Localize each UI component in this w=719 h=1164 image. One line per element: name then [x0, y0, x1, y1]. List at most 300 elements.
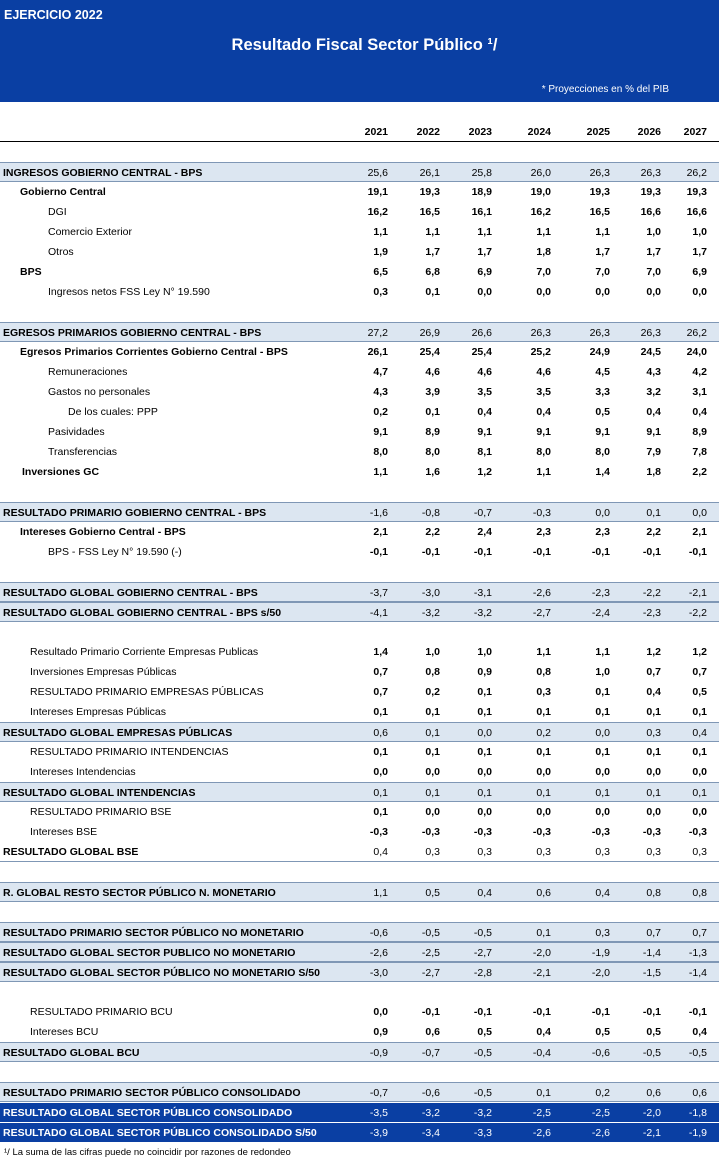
value-cell: 1,1: [373, 466, 388, 478]
value-cell: 1,8: [536, 246, 551, 258]
value-cell: -2,0: [642, 1107, 661, 1119]
value-cell: 8,9: [425, 426, 440, 438]
value-cell: 4,2: [692, 366, 707, 378]
value-cell: 0,3: [646, 727, 661, 739]
year-header: 2024: [527, 126, 551, 138]
value-cell: 4,6: [536, 366, 551, 378]
table-row: [0, 602, 719, 622]
value-cell: 4,3: [646, 366, 661, 378]
value-cell: -3,9: [369, 1127, 388, 1139]
value-cell: -3,0: [421, 587, 440, 599]
report-header: [0, 0, 719, 102]
value-cell: 4,5: [595, 366, 610, 378]
row-label: RESULTADO PRIMARIO GOBIERNO CENTRAL - BPS: [3, 507, 267, 519]
table-row: [0, 882, 719, 902]
value-cell: -0,5: [473, 1047, 492, 1059]
value-cell: 0,6: [646, 1087, 661, 1099]
value-cell: 0,5: [425, 887, 440, 899]
value-cell: 0,8: [536, 666, 551, 678]
value-cell: -3,7: [369, 587, 388, 599]
footnote: ¹/ La suma de las cifras puede no coincidir por razones de redondeo: [4, 1147, 291, 1158]
row-label: RESULTADO GLOBAL GOBIERNO CENTRAL - BPS: [3, 587, 258, 599]
row-label: Gastos no personales: [48, 386, 151, 398]
row-label: BPS - FSS Ley N° 19.590 (-): [48, 546, 182, 558]
row-label: RESULTADO GLOBAL BSE: [3, 846, 139, 858]
value-cell: 2,2: [646, 526, 661, 538]
value-cell: 0,6: [536, 887, 551, 899]
value-cell: 1,7: [477, 246, 492, 258]
row-label: Comercio Exterior: [48, 226, 133, 238]
value-cell: -0,1: [688, 546, 707, 558]
value-cell: 19,3: [640, 186, 661, 198]
value-cell: 16,5: [419, 206, 440, 218]
value-cell: 2,3: [536, 526, 551, 538]
value-cell: 1,8: [646, 466, 661, 478]
value-cell: 1,1: [595, 226, 610, 238]
value-cell: 0,1: [536, 706, 551, 718]
value-cell: 26,3: [589, 327, 610, 339]
value-cell: -0,6: [591, 1047, 610, 1059]
table-row: [0, 442, 719, 462]
value-cell: 4,3: [373, 386, 388, 398]
value-cell: 0,0: [536, 286, 551, 298]
fiscal-year-label: EJERCICIO 2022: [4, 8, 103, 22]
value-cell: 0,5: [595, 406, 610, 418]
year-header: 2023: [468, 126, 492, 138]
value-cell: -0,7: [421, 1047, 440, 1059]
value-cell: 0,0: [646, 806, 661, 818]
row-label: DGI: [48, 206, 67, 218]
value-cell: 0,0: [595, 507, 610, 519]
value-cell: -0,3: [369, 826, 388, 838]
value-cell: -0,1: [642, 1006, 661, 1018]
table-row: [0, 402, 719, 422]
value-cell: 1,1: [536, 466, 551, 478]
value-cell: 0,7: [692, 666, 707, 678]
value-cell: 24,9: [589, 346, 610, 358]
value-cell: 26,2: [686, 327, 707, 339]
row-label: Otros: [48, 246, 74, 258]
value-cell: -2,6: [532, 1127, 551, 1139]
value-cell: 1,9: [373, 246, 388, 258]
value-cell: 26,3: [640, 327, 661, 339]
value-cell: 0,4: [692, 1026, 707, 1038]
value-cell: 25,6: [367, 167, 388, 179]
value-cell: 19,3: [589, 186, 610, 198]
value-cell: 0,1: [692, 746, 707, 758]
value-cell: 0,0: [477, 286, 492, 298]
value-cell: 3,5: [536, 386, 551, 398]
value-cell: 0,1: [373, 746, 388, 758]
value-cell: 24,5: [640, 346, 661, 358]
table-row: [0, 242, 719, 262]
value-cell: -2,2: [688, 607, 707, 619]
value-cell: 1,1: [373, 226, 388, 238]
value-cell: 0,1: [692, 706, 707, 718]
value-cell: -2,1: [532, 967, 551, 979]
value-cell: -0,8: [421, 507, 440, 519]
value-cell: 1,1: [373, 887, 388, 899]
value-cell: 19,3: [686, 186, 707, 198]
row-label: Intereses Empresas Públicas: [30, 706, 166, 718]
table-row: [0, 202, 719, 222]
value-cell: 0,1: [373, 787, 388, 799]
value-cell: 19,0: [530, 186, 551, 198]
table-row: [0, 582, 719, 602]
value-cell: 0,0: [425, 766, 440, 778]
value-cell: 8,0: [373, 446, 388, 458]
value-cell: 3,5: [477, 386, 492, 398]
table-row: [0, 1122, 719, 1142]
value-cell: 0,5: [646, 1026, 661, 1038]
value-cell: 9,1: [536, 426, 551, 438]
value-cell: 1,0: [595, 666, 610, 678]
value-cell: -2,6: [369, 947, 388, 959]
value-cell: -2,5: [421, 947, 440, 959]
value-cell: 2,2: [692, 466, 707, 478]
table-row: [0, 162, 719, 182]
value-cell: 0,0: [646, 766, 661, 778]
value-cell: -2,5: [532, 1107, 551, 1119]
value-cell: 7,8: [692, 446, 707, 458]
value-cell: 1,7: [646, 246, 661, 258]
value-cell: 0,3: [536, 846, 551, 858]
value-cell: 16,5: [589, 206, 610, 218]
value-cell: 24,0: [686, 346, 707, 358]
table-row: [0, 802, 719, 822]
value-cell: 27,2: [367, 327, 388, 339]
row-label: INGRESOS GOBIERNO CENTRAL - BPS: [3, 167, 203, 179]
value-cell: 26,1: [367, 346, 388, 358]
value-cell: 26,3: [589, 167, 610, 179]
value-cell: 0,2: [595, 1087, 610, 1099]
value-cell: -3,5: [369, 1107, 388, 1119]
value-cell: 0,1: [646, 746, 661, 758]
row-label: RESULTADO GLOBAL SECTOR PÚBLICO NO MONETARIO S/50: [3, 967, 320, 979]
value-cell: 0,0: [595, 286, 610, 298]
value-cell: 25,2: [530, 346, 551, 358]
value-cell: -2,0: [532, 947, 551, 959]
value-cell: 2,1: [692, 526, 707, 538]
value-cell: 9,1: [595, 426, 610, 438]
value-cell: 0,9: [477, 666, 492, 678]
value-cell: 26,6: [471, 327, 492, 339]
value-cell: 0,4: [477, 406, 492, 418]
value-cell: 0,1: [595, 706, 610, 718]
row-label: Resultado Primario Corriente Empresas Publicas: [30, 646, 259, 658]
value-cell: 0,0: [595, 766, 610, 778]
table-row: [0, 702, 719, 722]
value-cell: -3,2: [421, 1107, 440, 1119]
value-cell: -2,5: [591, 1107, 610, 1119]
table-row: [0, 282, 719, 302]
year-header: 2026: [637, 126, 661, 138]
value-cell: 1,0: [425, 646, 440, 658]
value-cell: 0,0: [595, 806, 610, 818]
table-row: [0, 1082, 719, 1102]
value-cell: 0,0: [692, 286, 707, 298]
table-row: [0, 182, 719, 202]
value-cell: 0,5: [477, 1026, 492, 1038]
value-cell: -0,5: [421, 927, 440, 939]
value-cell: -0,6: [369, 927, 388, 939]
value-cell: 0,1: [425, 727, 440, 739]
value-cell: 1,4: [595, 466, 610, 478]
value-cell: 0,1: [536, 746, 551, 758]
value-cell: 0,0: [373, 766, 388, 778]
value-cell: -2,7: [532, 607, 551, 619]
value-cell: 7,0: [536, 266, 551, 278]
table-row: [0, 1002, 719, 1022]
value-cell: -0,1: [591, 546, 610, 558]
value-cell: 0,1: [425, 406, 440, 418]
value-cell: -1,4: [688, 967, 707, 979]
value-cell: -3,4: [421, 1127, 440, 1139]
value-cell: 0,4: [646, 686, 661, 698]
value-cell: 26,2: [686, 167, 707, 179]
row-label: RESULTADO GLOBAL GOBIERNO CENTRAL - BPS s/50: [3, 607, 282, 619]
value-cell: 0,8: [646, 887, 661, 899]
value-cell: -2,3: [591, 587, 610, 599]
value-cell: -0,9: [369, 1047, 388, 1059]
value-cell: 2,1: [373, 526, 388, 538]
value-cell: 0,1: [477, 686, 492, 698]
value-cell: -2,4: [591, 607, 610, 619]
value-cell: 0,1: [425, 286, 440, 298]
row-label: Transferencias: [48, 446, 118, 458]
table-row: [0, 722, 719, 742]
value-cell: 0,1: [373, 706, 388, 718]
value-cell: 0,0: [692, 806, 707, 818]
value-cell: 0,1: [646, 706, 661, 718]
value-cell: -0,1: [688, 1006, 707, 1018]
value-cell: 25,4: [419, 346, 440, 358]
year-header: 2021: [364, 126, 388, 138]
value-cell: -0,7: [369, 1087, 388, 1099]
value-cell: -2,7: [473, 947, 492, 959]
value-cell: -0,4: [532, 1047, 551, 1059]
value-cell: 0,9: [373, 1026, 388, 1038]
table-row: [0, 422, 719, 442]
row-label: RESULTADO PRIMARIO BSE: [30, 806, 172, 818]
value-cell: 0,5: [692, 686, 707, 698]
row-label: RESULTADO GLOBAL EMPRESAS PÚBLICAS: [3, 727, 233, 739]
table-row: [0, 962, 719, 982]
value-cell: 6,9: [477, 266, 492, 278]
table-row: [0, 762, 719, 782]
value-cell: 1,2: [646, 646, 661, 658]
value-cell: 0,6: [692, 1087, 707, 1099]
value-cell: -1,9: [688, 1127, 707, 1139]
value-cell: 0,6: [373, 727, 388, 739]
value-cell: 0,1: [536, 1087, 551, 1099]
value-cell: -0,5: [688, 1047, 707, 1059]
value-cell: 7,9: [646, 446, 661, 458]
value-cell: -3,1: [473, 587, 492, 599]
value-cell: 0,3: [595, 846, 610, 858]
value-cell: -0,3: [591, 826, 610, 838]
value-cell: -0,1: [642, 546, 661, 558]
value-cell: 0,1: [477, 787, 492, 799]
value-cell: 19,3: [419, 186, 440, 198]
value-cell: -0,5: [642, 1047, 661, 1059]
table-row: [0, 222, 719, 242]
value-cell: 1,2: [692, 646, 707, 658]
year-header: 2025: [586, 126, 610, 138]
value-cell: -0,5: [473, 1087, 492, 1099]
row-label: Ingresos netos FSS Ley N° 19.590: [48, 286, 210, 298]
value-cell: -3,2: [473, 1107, 492, 1119]
value-cell: 6,9: [692, 266, 707, 278]
value-cell: -0,3: [642, 826, 661, 838]
value-cell: 26,3: [640, 167, 661, 179]
table-row: [0, 1102, 719, 1122]
value-cell: 8,0: [595, 446, 610, 458]
value-cell: 1,7: [595, 246, 610, 258]
value-cell: -0,3: [473, 826, 492, 838]
value-cell: 0,3: [373, 286, 388, 298]
value-cell: -0,1: [421, 1006, 440, 1018]
value-cell: 0,2: [373, 406, 388, 418]
table-row: [0, 522, 719, 542]
value-cell: 16,6: [686, 206, 707, 218]
row-label: RESULTADO PRIMARIO SECTOR PÚBLICO CONSOLIDADO: [3, 1087, 301, 1099]
value-cell: 0,4: [692, 406, 707, 418]
table-row: [0, 342, 719, 362]
value-cell: 0,3: [595, 927, 610, 939]
value-cell: -1,3: [688, 947, 707, 959]
value-cell: 0,4: [595, 887, 610, 899]
value-cell: 26,1: [419, 167, 440, 179]
value-cell: 0,2: [425, 686, 440, 698]
value-cell: 0,4: [477, 887, 492, 899]
value-cell: 0,1: [595, 787, 610, 799]
value-cell: -0,7: [473, 507, 492, 519]
value-cell: 0,0: [425, 806, 440, 818]
table-row: [0, 782, 719, 802]
value-cell: 9,1: [477, 426, 492, 438]
value-cell: 0,1: [477, 706, 492, 718]
value-cell: 1,0: [692, 226, 707, 238]
value-cell: 0,4: [646, 406, 661, 418]
value-cell: 1,6: [425, 466, 440, 478]
value-cell: -2,0: [591, 967, 610, 979]
value-cell: 4,7: [373, 366, 388, 378]
value-cell: 0,0: [477, 806, 492, 818]
value-cell: 4,6: [425, 366, 440, 378]
value-cell: -0,1: [369, 546, 388, 558]
value-cell: -2,1: [642, 1127, 661, 1139]
value-cell: 4,6: [477, 366, 492, 378]
value-cell: 0,1: [425, 787, 440, 799]
value-cell: 0,4: [373, 846, 388, 858]
value-cell: 0,0: [536, 766, 551, 778]
row-label: Gobierno Central: [20, 186, 106, 198]
value-cell: 0,6: [425, 1026, 440, 1038]
value-cell: -0,3: [532, 826, 551, 838]
value-cell: 0,7: [646, 666, 661, 678]
page-title: Resultado Fiscal Sector Público ¹/: [231, 36, 498, 54]
table-row: [0, 922, 719, 942]
value-cell: 8,0: [425, 446, 440, 458]
value-cell: 26,0: [530, 167, 551, 179]
table-row: [0, 842, 719, 862]
value-cell: 0,1: [425, 706, 440, 718]
value-cell: 7,0: [646, 266, 661, 278]
value-cell: 1,7: [692, 246, 707, 258]
value-cell: 1,2: [477, 466, 492, 478]
table-row: [0, 1022, 719, 1042]
value-cell: 8,9: [692, 426, 707, 438]
table-row: [0, 942, 719, 962]
value-cell: 0,3: [477, 846, 492, 858]
value-cell: 26,9: [419, 327, 440, 339]
value-cell: -0,6: [421, 1087, 440, 1099]
value-cell: 1,0: [646, 226, 661, 238]
value-cell: 0,1: [595, 686, 610, 698]
value-cell: 0,4: [692, 727, 707, 739]
row-label: RESULTADO GLOBAL SECTOR PÚBLICO CONSOLIDADO: [3, 1107, 293, 1119]
row-label: RESULTADO PRIMARIO EMPRESAS PÚBLICAS: [30, 686, 264, 698]
table-row: [0, 262, 719, 282]
row-label: Inversiones GC: [22, 466, 100, 478]
table-row: [0, 542, 719, 562]
table-row: [0, 682, 719, 702]
row-label: EGRESOS PRIMARIOS GOBIERNO CENTRAL - BPS: [3, 327, 262, 339]
value-cell: 2,4: [477, 526, 492, 538]
row-label: Pasividades: [48, 426, 105, 438]
row-label: Intereses Gobierno Central - BPS: [20, 526, 186, 538]
value-cell: 1,1: [425, 226, 440, 238]
value-cell: -2,7: [421, 967, 440, 979]
value-cell: 0,0: [477, 727, 492, 739]
row-label: BPS: [20, 266, 42, 278]
value-cell: 0,0: [536, 806, 551, 818]
year-header-row: [0, 124, 719, 142]
value-cell: 0,7: [646, 927, 661, 939]
table-row: [0, 642, 719, 662]
value-cell: 0,2: [536, 727, 551, 739]
value-cell: 2,3: [595, 526, 610, 538]
value-cell: 19,1: [367, 186, 388, 198]
value-cell: -1,8: [688, 1107, 707, 1119]
year-header: 2022: [416, 126, 440, 138]
value-cell: 0,3: [425, 846, 440, 858]
table-row: [0, 502, 719, 522]
year-header: 2027: [683, 126, 707, 138]
value-cell: -1,4: [642, 947, 661, 959]
value-cell: 0,4: [536, 1026, 551, 1038]
value-cell: 16,1: [471, 206, 492, 218]
value-cell: 1,1: [477, 226, 492, 238]
value-cell: 0,0: [477, 766, 492, 778]
row-label: De los cuales: PPP: [68, 406, 158, 418]
value-cell: -0,3: [421, 826, 440, 838]
projection-note: * Proyecciones en % del PIB: [541, 84, 669, 95]
value-cell: 7,0: [595, 266, 610, 278]
value-cell: 1,1: [536, 646, 551, 658]
value-cell: 1,0: [477, 646, 492, 658]
value-cell: -1,9: [591, 947, 610, 959]
row-label: Intereses Intendencias: [30, 766, 136, 778]
row-label: RESULTADO GLOBAL SECTOR PÚBLICO CONSOLIDADO S/50: [3, 1127, 317, 1139]
value-cell: 0,8: [692, 887, 707, 899]
value-cell: -1,5: [642, 967, 661, 979]
value-cell: -2,6: [591, 1127, 610, 1139]
value-cell: 0,7: [692, 927, 707, 939]
value-cell: -3,2: [473, 607, 492, 619]
row-label: RESULTADO PRIMARIO SECTOR PÚBLICO NO MONETARIO: [3, 927, 304, 939]
